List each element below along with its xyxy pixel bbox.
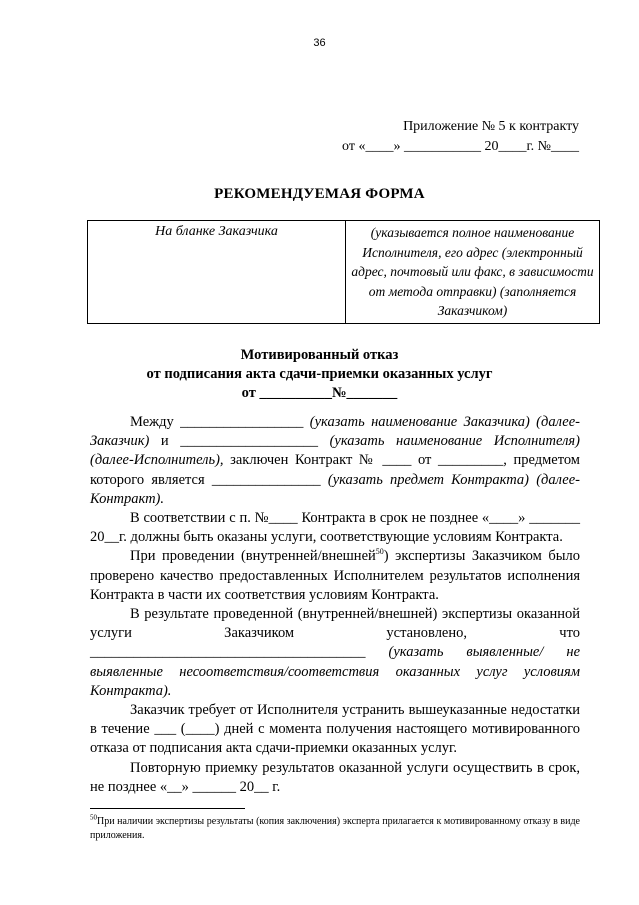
contractor-address-cell: (указывается полное наименование Исполнителя, его адрес (электронный адрес, почтовый или факс, в зависимости от метода отправки) (заполняется Заказчиком) xyxy=(351,225,594,318)
findings-hint: (указать выявленные/ не выявленные несоответствия/соответствия оказанных услуг условиям Контракта). xyxy=(90,644,581,699)
parties-text: и ___________________ xyxy=(149,433,330,450)
paragraph-expertise xyxy=(90,547,580,605)
expertise-text: ) экспертизы Заказчиком было проверено качество предоставленных Исполнителем результатов исполнения Контракта в части их соответствия условиям Контракта. xyxy=(90,548,580,603)
contract-subject-hint: (указать предмет Контракта) (далее-Контракт). xyxy=(90,471,581,507)
expertise-text: При проведении (внутренней/внешней xyxy=(130,548,376,565)
document-body xyxy=(90,413,580,797)
customer-letterhead-cell: На бланке Заказчика xyxy=(88,221,346,323)
paragraph-parties xyxy=(90,413,580,509)
contractor-hint: (указать наименование Исполнителя) (далее-Исполнитель), xyxy=(90,433,580,469)
footnote-text: При наличии экспертизы результаты (копия заключения) эксперта прилагается к мотивированному отказу в виде приложения. xyxy=(90,816,580,841)
footnote xyxy=(90,815,580,843)
document-date-number-line: от __________№_______ xyxy=(241,385,398,401)
appendix-contract-date-line: от «____» ___________ 20____г. №____ xyxy=(342,139,579,154)
header-table xyxy=(87,220,600,324)
customer-hint: (указать наименование Заказчика) (далее-Заказчик) xyxy=(90,414,580,450)
page-number: 36 xyxy=(313,37,326,49)
paragraph-reacceptance: Повторную приемку результатов оказанной услуги осуществить в срок, не позднее «__» ______ 20__ г. xyxy=(90,759,580,795)
findings-text: В результате проведенной (внутренней/внешней) экспертизы оказанной услуги Заказчиком установлено, что ______________________________________ xyxy=(90,606,580,661)
paragraph-deadline: В соответствии с п. №____ Контракта в срок не позднее «____» _______ 20__г. должны быть оказаны услуги, соответствующие условиям Контракта. xyxy=(90,510,580,546)
footnote-marker: 50 xyxy=(375,547,384,557)
paragraph-requirement: Заказчик требует от Исполнителя устранить вышеуказанные недостатки в течение ___ (____) дней с момента получения настоящего мотивированного отказа от подписания акта сдачи-приемки оказанных услуг. xyxy=(90,702,580,757)
form-heading: РЕКОМЕНДУЕМАЯ ФОРМА xyxy=(214,186,425,202)
appendix-reference: Приложение № 5 к контракту xyxy=(403,119,579,134)
document-subtitle: от подписания акта сдачи-приемки оказанных услуг xyxy=(146,366,493,382)
contract-text: заключен Контракт № ____ от _________, предметом которого является _______________ xyxy=(90,452,580,488)
footnote-number: 50 xyxy=(90,813,97,822)
paragraph-findings xyxy=(90,605,580,701)
parties-text: Между _________________ xyxy=(130,414,310,430)
document-title: Мотивированный отказ xyxy=(240,347,399,363)
footnote-divider xyxy=(90,808,245,809)
